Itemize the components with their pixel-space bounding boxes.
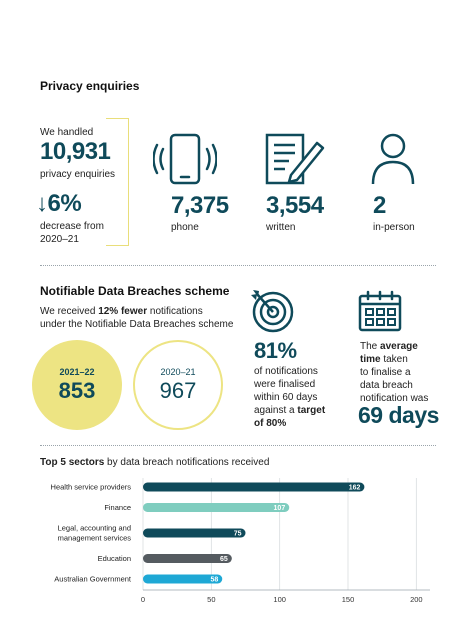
section-divider-1 [40,265,436,266]
written-label: written [266,222,296,233]
privacy-title: Privacy enquiries [40,79,140,93]
x-tick-label-100: 100 [273,595,286,604]
section-divider-2 [40,445,436,446]
ndb-intro-1: We received 12% fewer notifications [40,306,203,317]
x-tick-label-0: 0 [140,595,146,604]
handled-prefix: We handled [40,127,94,138]
finalised-percent: 81% [254,338,297,363]
change-value: ↓6% [36,190,82,217]
change-label-2: 2020–21 [40,234,79,245]
phone-icon [153,133,217,189]
current-year-label: 2021–22 [59,366,95,377]
category-label-4-0: Australian Government [54,574,131,584]
bar-value-label-2: 75 [233,530,242,538]
bracket-divider [106,118,129,246]
average-days-value: 69 days [358,402,439,428]
target-icon [249,286,297,334]
category-label-1-0: Finance [104,503,131,513]
total-enquiries-label: privacy enquiries [40,169,116,180]
finalised-text: of notifications were finalised within 60 days against a target of 80% [254,366,326,429]
ndb-title: Notifiable Data Breaches scheme [40,284,230,298]
x-tick-label-50: 50 [207,595,216,604]
sectors-bar-chart [0,470,474,610]
bar-value-label-1: 107 [273,505,286,513]
bar-value-label-0: 162 [348,484,361,492]
previous-year-value: 967 [159,377,197,403]
average-time-text: The average time taken to finalise a data breach notification was [360,341,429,404]
category-label-0-0: Health service providers [50,482,131,492]
in-person-value: 2 [373,192,386,219]
calendar-icon [358,290,402,332]
in-person-label: in-person [373,222,415,233]
current-year-value: 853 [58,377,96,403]
previous-year-label: 2020–21 [160,366,196,377]
change-label-1: decrease from [40,221,104,232]
bar-2 [143,529,246,538]
bar-value-label-4: 58 [210,576,219,584]
bar-3 [143,554,232,563]
x-tick-label-200: 200 [410,595,423,604]
bar-1 [143,503,289,512]
sectors-title: Top 5 sectors by data breach notifications received [40,457,270,468]
bar-value-label-3: 65 [220,556,228,564]
phone-value: 7,375 [171,192,229,219]
previous-year-circle [133,340,223,430]
total-enquiries: 10,931 [40,138,111,165]
category-label-2-1: management services [57,533,131,543]
current-year-circle [32,340,122,430]
phone-label: phone [171,222,199,233]
written-icon [265,133,325,187]
category-label-2-0: Legal, accounting and [57,523,131,533]
ndb-intro-2: under the Notifiable Data Breaches scheme [40,319,234,330]
x-tick-label-150: 150 [341,595,355,604]
bar-0 [143,483,364,492]
person-icon [370,132,416,186]
written-value: 3,554 [266,192,324,219]
category-label-3-0: Education [97,554,131,564]
